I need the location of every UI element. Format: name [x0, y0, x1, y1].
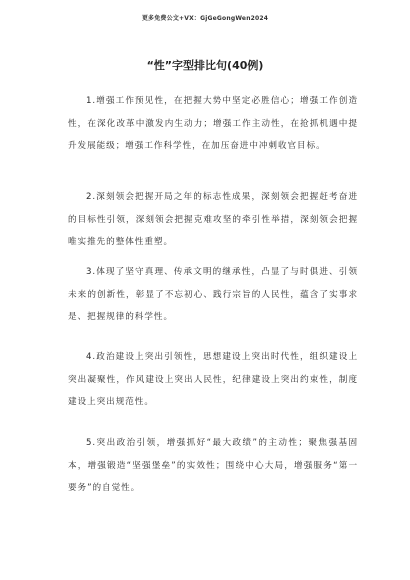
document-title: “性”字型排比句(40例) — [146, 59, 264, 72]
paragraph-1: 1.增强工作预见性，在把握大势中坚定必胜信心；增强工作创造性，在深化改革中激发内生动力；增强工作主动性，在抢抓机遇中提升发展能级；增强工作科学性，在加压奋进中冲刺收官目标。 — [68, 96, 358, 151]
paragraph-5: 5.突出政治引领，增强抓好“最大政绩”的主动性；聚焦强基固本，增强锻造“坚强堡垒”的实效性；围绕中心大局，增强服务“第一要务”的自觉性。 — [68, 438, 358, 493]
header-note: 更多免费公文+VX：GjGeGongWen2024 — [141, 15, 269, 22]
paragraph-3: 3.体现了坚守真理、传承文明的继承性，凸显了与时俱进、引领未来的创新性，彰显了不忘初心、践行宗旨的人民性，蕴含了实事求是、把握规律的科学性。 — [68, 267, 358, 322]
paragraph-2: 2.深刻领会把握开局之年的标志性成果，深刻领会把握赶考奋进的目标性引领，深刻领会把握克难攻坚的牵引性举措，深刻领会把握唯实推先的整体性重塑。 — [68, 192, 358, 247]
paragraph-4: 4.政治建设上突出引领性，思想建设上突出时代性，组织建设上突出凝聚性，作风建设上突出人民性，纪律建设上突出约束性，制度建设上突出规范性。 — [68, 352, 358, 407]
